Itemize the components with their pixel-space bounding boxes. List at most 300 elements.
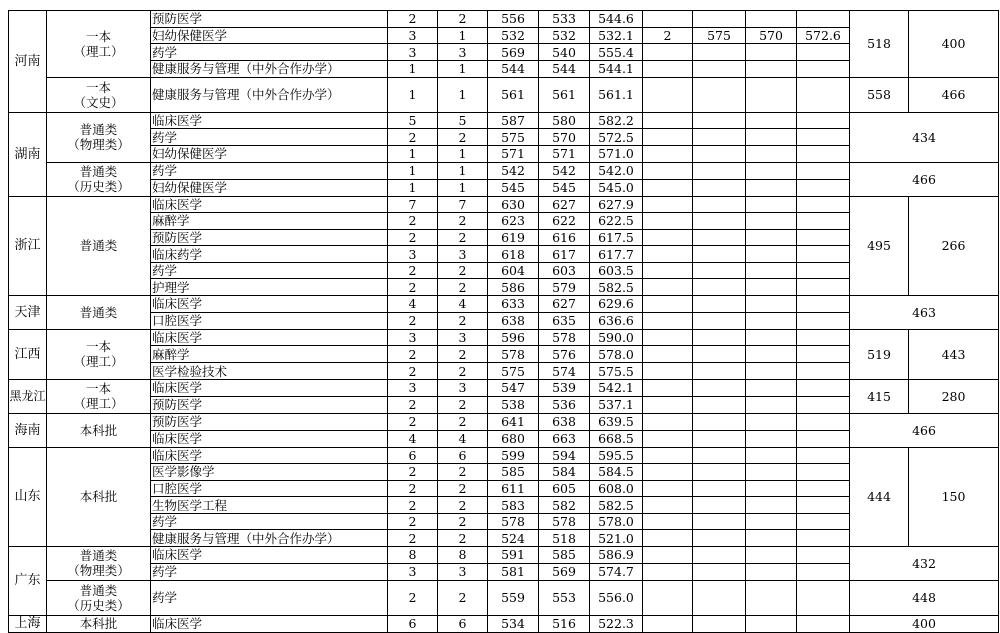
control-line-cell: 400 (909, 11, 999, 78)
avg-score-cell: 561.1 (590, 77, 643, 112)
avg-score-cell: 639.5 (590, 413, 643, 430)
empty-cell (746, 179, 797, 196)
avg-score-cell: 571.0 (590, 146, 643, 163)
empty-cell (746, 60, 797, 77)
min-score-cell: 532 (539, 27, 590, 44)
empty-cell (797, 60, 850, 77)
empty-cell (693, 513, 746, 530)
empty-cell (746, 112, 797, 129)
empty-cell (797, 329, 850, 346)
avg-score-cell: 617.5 (590, 229, 643, 246)
avg-score-cell: 578.0 (590, 346, 643, 363)
major-cell: 预防医学 (151, 396, 388, 413)
table-body (9, 11, 999, 633)
major-cell: 临床医学 (151, 447, 388, 464)
empty-cell (693, 447, 746, 464)
major-cell: 妇幼保健医学 (151, 146, 388, 163)
max-score-cell: 623 (488, 213, 539, 230)
major-cell: 药学 (151, 563, 388, 580)
major-cell: 妇幼保健医学 (151, 27, 388, 44)
avg-score-cell: 627.9 (590, 196, 643, 213)
empty-cell (643, 162, 693, 179)
table-row (9, 580, 999, 615)
empty-cell (643, 363, 693, 380)
empty-cell (643, 447, 693, 464)
empty-cell (643, 279, 693, 296)
empty-cell (797, 615, 850, 632)
avg-score-cell: 555.4 (590, 44, 643, 61)
major-cell: 药学 (151, 580, 388, 615)
max-score-cell: 561 (488, 77, 539, 112)
empty-cell (797, 312, 850, 329)
max-score-cell: 556 (488, 11, 539, 28)
empty-cell (643, 312, 693, 329)
admitted-count-cell: 3 (438, 329, 488, 346)
avg-score-cell: 544.1 (590, 60, 643, 77)
empty-cell (746, 146, 797, 163)
empty-cell (643, 60, 693, 77)
plan-count-cell: 3 (388, 246, 438, 263)
plan-count-cell: 2 (388, 513, 438, 530)
major-cell: 药学 (151, 162, 388, 179)
empty-cell (746, 77, 797, 112)
plan-count-cell: 2 (388, 396, 438, 413)
avg-score-cell: 629.6 (590, 295, 643, 312)
max-score-cell: 544 (488, 60, 539, 77)
avg-score-cell: 556.0 (590, 580, 643, 615)
avg-score-cell: 582.5 (590, 497, 643, 514)
province-cell: 浙江 (9, 196, 47, 295)
admitted-count-cell: 1 (438, 60, 488, 77)
empty-cell (643, 497, 693, 514)
max-score-cell: 630 (488, 196, 539, 213)
min-score-cell: 539 (539, 379, 590, 396)
avg-score-cell: 572.5 (590, 129, 643, 146)
empty-cell (693, 546, 746, 563)
min-score-cell: 536 (539, 396, 590, 413)
admitted-count-cell: 4 (438, 430, 488, 447)
empty-cell (643, 480, 693, 497)
major-cell: 医学影像学 (151, 464, 388, 481)
max-score-cell: 587 (488, 112, 539, 129)
major-cell: 临床医学 (151, 379, 388, 396)
admitted-count-cell: 1 (438, 162, 488, 179)
major-cell: 临床药学 (151, 246, 388, 263)
empty-cell (797, 430, 850, 447)
empty-cell (797, 129, 850, 146)
empty-cell (693, 11, 746, 28)
control-line-cell: 266 (909, 196, 999, 295)
table-row (9, 11, 999, 28)
admitted-count-cell: 5 (438, 112, 488, 129)
category-cell: 一本 （文史） (47, 77, 151, 112)
plan-count-cell: 1 (388, 146, 438, 163)
empty-cell (797, 513, 850, 530)
province-cell: 上海 (9, 615, 47, 632)
admitted-count-cell: 3 (438, 379, 488, 396)
table-row (9, 162, 999, 179)
max-score-cell: 534 (488, 615, 539, 632)
admitted-count-cell: 2 (438, 11, 488, 28)
avg-score-cell: 603.5 (590, 262, 643, 279)
category-cell: 普通类 (47, 295, 151, 329)
empty-cell (746, 546, 797, 563)
empty-cell (693, 379, 746, 396)
table-row (9, 329, 999, 346)
min-score-cell: 542 (539, 162, 590, 179)
table-row (9, 379, 999, 396)
empty-cell (693, 615, 746, 632)
min-score-cell: 533 (539, 11, 590, 28)
major-cell: 药学 (151, 513, 388, 530)
admitted-count-cell: 1 (438, 77, 488, 112)
category-cell: 本科批 (47, 413, 151, 447)
category-cell: 普通类 （历史类） (47, 162, 151, 196)
major-cell: 临床医学 (151, 112, 388, 129)
category-cell: 本科批 (47, 447, 151, 546)
empty-cell (797, 464, 850, 481)
empty-cell (693, 430, 746, 447)
max-score-cell: 585 (488, 464, 539, 481)
major-cell: 健康服务与管理（中外合作办学） (151, 530, 388, 547)
max-score-cell: 547 (488, 379, 539, 396)
max-score-cell: 559 (488, 580, 539, 615)
table-row (9, 196, 999, 213)
min-score-cell: 516 (539, 615, 590, 632)
avg-score-cell: 584.5 (590, 464, 643, 481)
admitted-count-cell: 2 (438, 497, 488, 514)
admitted-count-cell: 2 (438, 480, 488, 497)
category-cell: 普通类 （物理类） (47, 112, 151, 162)
empty-cell (693, 146, 746, 163)
major-cell: 麻醉学 (151, 213, 388, 230)
empty-cell (746, 312, 797, 329)
empty-cell (746, 563, 797, 580)
admitted-count-cell: 3 (438, 563, 488, 580)
min-score-cell: 663 (539, 430, 590, 447)
province-cell: 广东 (9, 546, 47, 615)
major-cell: 护理学 (151, 279, 388, 296)
plan-count-cell: 2 (388, 312, 438, 329)
empty-cell (693, 580, 746, 615)
min-score-cell: 584 (539, 464, 590, 481)
empty-cell (797, 112, 850, 129)
category-cell: 一本 （理工） (47, 329, 151, 379)
empty-cell (643, 295, 693, 312)
max-score-cell: 542 (488, 162, 539, 179)
empty-cell (693, 530, 746, 547)
control-line-cell: 434 (850, 112, 999, 162)
max-score-cell: 545 (488, 179, 539, 196)
min-score-cell: 605 (539, 480, 590, 497)
empty-cell (797, 563, 850, 580)
empty-cell (797, 162, 850, 179)
major-cell: 预防医学 (151, 11, 388, 28)
avg-score-cell: 574.7 (590, 563, 643, 580)
plan-count-cell: 2 (388, 279, 438, 296)
control-line-cell: 518 (850, 11, 909, 78)
plan-count-cell: 4 (388, 430, 438, 447)
min-score-cell: 540 (539, 44, 590, 61)
admitted-count-cell: 6 (438, 447, 488, 464)
empty-cell (693, 246, 746, 263)
major-cell: 口腔医学 (151, 312, 388, 329)
plan-count-cell: 2 (388, 262, 438, 279)
empty-cell (693, 497, 746, 514)
empty-cell (643, 196, 693, 213)
max-score-cell: 583 (488, 497, 539, 514)
empty-cell (746, 346, 797, 363)
empty-cell (746, 430, 797, 447)
empty-cell (797, 580, 850, 615)
admitted-count-cell: 1 (438, 27, 488, 44)
plan-count-cell: 1 (388, 162, 438, 179)
control-line-cell: 466 (850, 162, 999, 196)
plan-count-cell: 8 (388, 546, 438, 563)
empty-cell (797, 77, 850, 112)
max-score-cell: 633 (488, 295, 539, 312)
plan-count-cell: 2 (388, 213, 438, 230)
major-cell: 口腔医学 (151, 480, 388, 497)
control-line-cell: 150 (909, 447, 999, 546)
major-cell: 麻醉学 (151, 346, 388, 363)
empty-cell (746, 379, 797, 396)
control-line-cell: 400 (850, 615, 999, 632)
max-score-cell: 599 (488, 447, 539, 464)
max-score-cell: 619 (488, 229, 539, 246)
admitted-count-cell: 2 (438, 464, 488, 481)
empty-cell (746, 513, 797, 530)
empty-cell (797, 11, 850, 28)
admission-scores-table (8, 10, 999, 633)
max-score-cell: 604 (488, 262, 539, 279)
empty-cell (746, 213, 797, 230)
category-cell: 普通类 (47, 196, 151, 295)
empty-cell (693, 213, 746, 230)
empty-cell (746, 262, 797, 279)
min-score-cell: 582 (539, 497, 590, 514)
empty-cell (797, 497, 850, 514)
empty-cell (746, 11, 797, 28)
min-score-cell: 574 (539, 363, 590, 380)
plan-count-cell: 2 (388, 580, 438, 615)
empty-cell (693, 464, 746, 481)
empty-cell (797, 396, 850, 413)
min-score-cell: 545 (539, 179, 590, 196)
max-score-cell: 618 (488, 246, 539, 263)
major-cell: 临床医学 (151, 615, 388, 632)
empty-cell (643, 546, 693, 563)
empty-cell (643, 430, 693, 447)
admitted-count-cell: 2 (438, 346, 488, 363)
max-score-cell: 641 (488, 413, 539, 430)
empty-cell (746, 580, 797, 615)
empty-cell (643, 246, 693, 263)
empty-cell (643, 77, 693, 112)
avg-score-cell: 582.2 (590, 112, 643, 129)
empty-cell (643, 112, 693, 129)
min-score-cell: 627 (539, 196, 590, 213)
empty-cell (643, 329, 693, 346)
empty-cell (797, 295, 850, 312)
major-cell: 药学 (151, 129, 388, 146)
plan-count-cell: 6 (388, 447, 438, 464)
max-score-cell: 591 (488, 546, 539, 563)
min-score-cell: 570 (539, 129, 590, 146)
empty-cell (746, 447, 797, 464)
empty-cell (797, 262, 850, 279)
empty-cell (746, 329, 797, 346)
min-score-cell: 578 (539, 513, 590, 530)
max-score-cell: 638 (488, 312, 539, 329)
major-cell: 预防医学 (151, 413, 388, 430)
plan-count-cell: 1 (388, 179, 438, 196)
empty-cell (746, 129, 797, 146)
plan-count-cell: 1 (388, 77, 438, 112)
empty-cell (693, 346, 746, 363)
empty-cell (643, 262, 693, 279)
category-cell: 普通类 （物理类） (47, 546, 151, 580)
empty-cell (643, 413, 693, 430)
empty-cell (693, 262, 746, 279)
plan-count-cell: 3 (388, 563, 438, 580)
table-row (9, 615, 999, 632)
province-cell: 天津 (9, 295, 47, 329)
min-score-cell: 544 (539, 60, 590, 77)
empty-cell (797, 546, 850, 563)
major-cell: 临床医学 (151, 546, 388, 563)
avg-score-cell: 537.1 (590, 396, 643, 413)
empty-cell (797, 413, 850, 430)
avg-score-cell: 668.5 (590, 430, 643, 447)
admitted-count-cell: 2 (438, 530, 488, 547)
empty-cell (693, 229, 746, 246)
admitted-count-cell: 1 (438, 179, 488, 196)
category-cell: 普通类 （历史类） (47, 580, 151, 615)
control-line-cell: 280 (909, 379, 999, 413)
plan-count-cell: 2 (388, 363, 438, 380)
empty-cell (797, 213, 850, 230)
empty-cell (643, 580, 693, 615)
empty-cell (643, 229, 693, 246)
empty-cell (746, 464, 797, 481)
control-line-cell: 443 (909, 329, 999, 379)
empty-cell (693, 312, 746, 329)
min-score-cell: 616 (539, 229, 590, 246)
avg-score-cell: 532.1 (590, 27, 643, 44)
plan-count-cell: 2 (388, 11, 438, 28)
empty-cell (746, 396, 797, 413)
max-score-cell: 569 (488, 44, 539, 61)
major-cell: 健康服务与管理（中外合作办学） (151, 60, 388, 77)
plan-count-cell: 2 (388, 497, 438, 514)
plan-count-cell: 3 (388, 379, 438, 396)
max-score-cell: 524 (488, 530, 539, 547)
min-score-cell: 553 (539, 580, 590, 615)
category-cell: 一本 （理工） (47, 11, 151, 78)
empty-cell (643, 396, 693, 413)
min-score-cell: 603 (539, 262, 590, 279)
province-cell: 海南 (9, 413, 47, 447)
table-row (9, 112, 999, 129)
avg-score-cell: 575.5 (590, 363, 643, 380)
empty-cell (643, 530, 693, 547)
max-score-cell: 578 (488, 513, 539, 530)
admitted-count-cell: 4 (438, 295, 488, 312)
empty-cell (797, 179, 850, 196)
major-cell: 药学 (151, 44, 388, 61)
max-score-cell: 586 (488, 279, 539, 296)
min-score-cell: 569 (539, 563, 590, 580)
min-score-cell: 638 (539, 413, 590, 430)
avg-score-cell: 622.5 (590, 213, 643, 230)
control-line-cell: 463 (850, 295, 999, 329)
empty-cell (746, 530, 797, 547)
empty-cell (746, 363, 797, 380)
plan-count-cell: 2 (388, 530, 438, 547)
control-line-cell: 466 (850, 413, 999, 447)
plan-count-cell: 6 (388, 615, 438, 632)
max-score-cell: 532 (488, 27, 539, 44)
extra-plan-cell: 2 (643, 27, 693, 44)
admitted-count-cell: 3 (438, 44, 488, 61)
control-line-cell: 466 (909, 77, 999, 112)
major-cell: 临床医学 (151, 430, 388, 447)
empty-cell (693, 60, 746, 77)
empty-cell (746, 480, 797, 497)
plan-count-cell: 7 (388, 196, 438, 213)
empty-cell (693, 129, 746, 146)
admitted-count-cell: 2 (438, 229, 488, 246)
avg-score-cell: 578.0 (590, 513, 643, 530)
empty-cell (643, 379, 693, 396)
empty-cell (643, 146, 693, 163)
empty-cell (797, 279, 850, 296)
major-cell: 健康服务与管理（中外合作办学） (151, 77, 388, 112)
empty-cell (797, 246, 850, 263)
table-row (9, 413, 999, 430)
max-score-cell: 571 (488, 146, 539, 163)
empty-cell (693, 396, 746, 413)
min-score-cell: 627 (539, 295, 590, 312)
min-score-cell: 578 (539, 329, 590, 346)
empty-cell (797, 363, 850, 380)
empty-cell (643, 513, 693, 530)
province-cell: 山东 (9, 447, 47, 546)
plan-count-cell: 5 (388, 112, 438, 129)
empty-cell (693, 329, 746, 346)
empty-cell (797, 530, 850, 547)
major-cell: 临床医学 (151, 329, 388, 346)
major-cell: 医学检验技术 (151, 363, 388, 380)
admitted-count-cell: 1 (438, 146, 488, 163)
table-row (9, 295, 999, 312)
plan-count-cell: 2 (388, 480, 438, 497)
avg-score-cell: 586.9 (590, 546, 643, 563)
admitted-count-cell: 2 (438, 413, 488, 430)
empty-cell (746, 246, 797, 263)
empty-cell (643, 346, 693, 363)
max-score-cell: 578 (488, 346, 539, 363)
admitted-count-cell: 6 (438, 615, 488, 632)
extra-min-cell: 570 (746, 27, 797, 44)
empty-cell (746, 229, 797, 246)
empty-cell (797, 229, 850, 246)
max-score-cell: 611 (488, 480, 539, 497)
min-score-cell: 585 (539, 546, 590, 563)
major-cell: 临床医学 (151, 196, 388, 213)
avg-score-cell: 544.6 (590, 11, 643, 28)
